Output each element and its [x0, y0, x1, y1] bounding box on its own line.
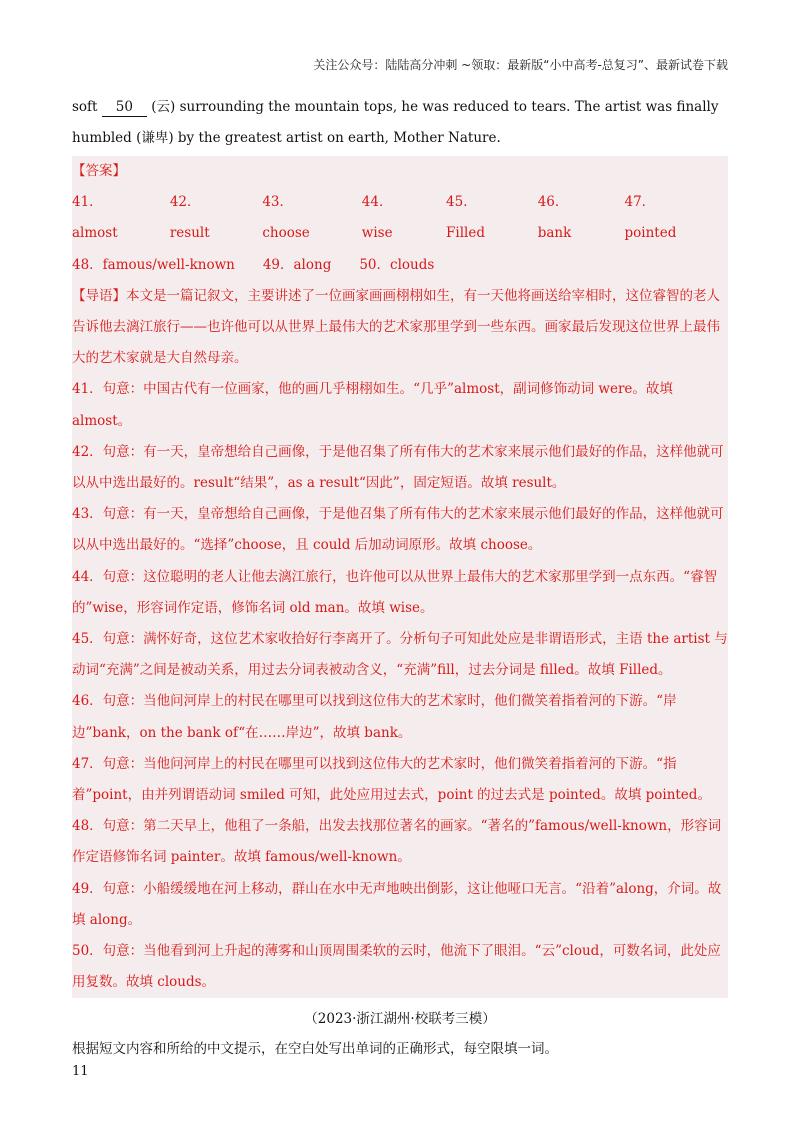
answer-blank: 50 [102, 98, 147, 117]
passage-paragraph [72, 92, 728, 154]
answer-item: 47．pointed [624, 194, 677, 242]
passage-post: (云) surrounding the mountain tops, he was reduced to tears. The artist was finally humbled (谦卑) by the greatest artist on earth, Mother Nature. [72, 99, 719, 146]
answer-item: 42．result [169, 194, 210, 242]
answer-item: 49．along [262, 256, 332, 273]
answer-item: 50．clouds [359, 256, 435, 273]
answer-item: 46．bank [537, 194, 572, 242]
answer-item: 44．wise [361, 194, 393, 242]
explanation-42: 42．句意：有一天，皇帝想给自己画像，于是他召集了所有伟大的艺术家来展示他们最好的作品，这样他就可以从中选出最好的。result“结果”，as a result“因此”，固定短语。故填 result。 [72, 443, 724, 492]
answer-label: 【答案】 [72, 163, 126, 179]
explanation-47: 47．句意：当他问河岸上的村民在哪里可以找到这位伟大的艺术家时，他们微笑着指着河的下游。“指着”point，由并列谓语动词 smiled 可知，此处应用过去式，point 的过去式是 pointed。故填 pointed。 [72, 755, 711, 804]
answer-item: 45．Filled [446, 194, 485, 242]
answer-section [72, 156, 728, 998]
explanation-43: 43．句意：有一天，皇帝想给自己画像，于是他召集了所有伟大的艺术家来展示他们最好的作品，这样他就可以从中选出最好的。“选择”choose，且 could 后加动词原形。故填 choose。 [72, 506, 724, 554]
main-content [72, 92, 728, 1064]
instruction-text: 根据短文内容和所给的中文提示，在空白处写出单词的正确形式，每空限填一词。 [72, 1041, 558, 1058]
answer-item: 41．almost [72, 194, 118, 242]
passage-pre: soft [72, 99, 102, 115]
question-source: （2023·浙江湖州·校联考三模） [304, 1011, 496, 1028]
guide-text: 【导语】本文是一篇记叙文，主要讲述了一位画家画画栩栩如生，有一天他将画送给宰相时，这位睿智的老人告诉他去漓江旅行——也许他可以从世界上最伟大的艺术家那里学到一些东西。画家最后发现这位世界上最伟大的艺术家就是大自然母亲。 [72, 287, 720, 367]
explanation-41: 41．句意：中国古代有一位画家，他的画几乎栩栩如生。“几乎”almost，副词修饰动词 were。故填 almost。 [72, 381, 673, 429]
explanation-46: 46．句意：当他问河岸上的村民在哪里可以找到这位伟大的艺术家时，他们微笑着指着河的下游。“岸边”bank，on the bank of“在……岸边”，故填 bank。 [72, 693, 677, 741]
explanation-45: 45．句意：满怀好奇，这位艺术家收拾好行李离开了。分析句子可知此处应是非谓语形式，主语 the artist 与动词“充满”之间是被动关系，用过去分词表被动含义，“充满”fill，过去分词是 filled。故填 Filled。 [72, 631, 728, 679]
answer-item: 43．choose [262, 194, 310, 242]
answers-row-2 [72, 250, 728, 281]
explanation-44: 44．句意：这位聪明的老人让他去漓江旅行，也许他可以从世界上最伟大的艺术家那里学到一点东西。“睿智的”wise，形容词作定语，修饰名词 old man。故填 wise。 [72, 568, 718, 616]
page-header: 关注公众号：陆陆高分冲刺 ~领取：最新版“小中高考-总复习”、最新试卷下载 [313, 58, 728, 72]
answer-item: 48．famous/well-known [72, 256, 235, 273]
page-number: 11 [72, 1064, 89, 1079]
explanation-49: 49．句意：小船缓缓地在河上移动，群山在水中无声地映出倒影，这让他哑口无言。“沿着”along，介词。故填 along。 [72, 880, 722, 928]
explanation-50: 50．句意：当他看到河上升起的薄雾和山顶周围柔软的云时，他流下了眼泪。“云”cloud，可数名词，此处应用复数。故填 clouds。 [72, 943, 721, 991]
explanation-48: 48．句意：第二天早上，他租了一条船，出发去找那位著名的画家。“著名的”famous/well-known，形容词作定语修饰名词 painter。故填 famous/well-known。 [72, 818, 722, 866]
answers-row-1 [72, 187, 728, 249]
